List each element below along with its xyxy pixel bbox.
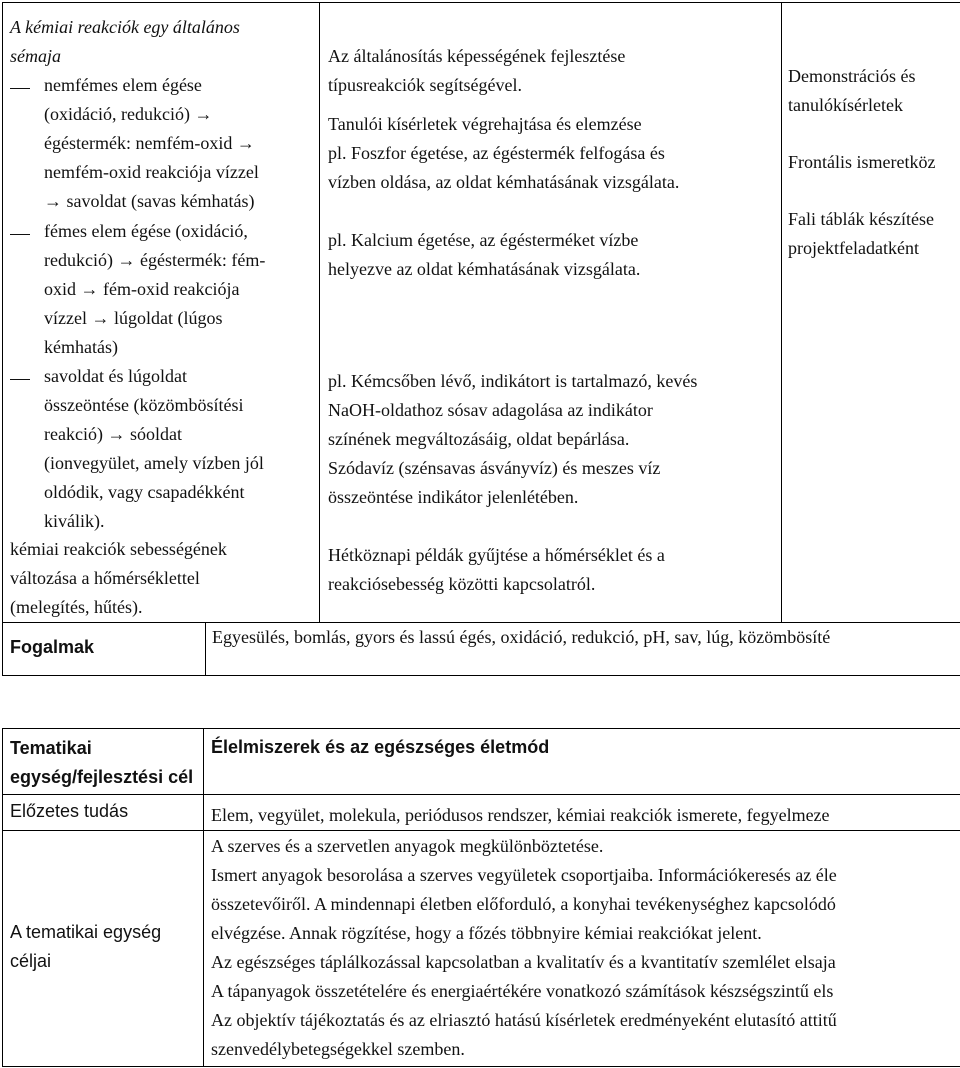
- p2-line: pl. Foszfor égetése, az égéstermék felfogása és: [328, 143, 665, 163]
- scheme-heading-line-2: sémaja: [10, 46, 62, 66]
- p4-line: Szódavíz (szénsavas ásványvíz) és meszes víz: [328, 458, 661, 478]
- table2-value-col: [204, 729, 960, 1066]
- tematikai-value: Élelmiszerek és az egészséges életmód: [211, 737, 550, 757]
- tail-line: kémiai reakciók sebességének: [10, 539, 227, 559]
- item3-line: oldódik, vagy csapadékként: [44, 482, 245, 502]
- celjai-label: A tematikai egység: [10, 922, 162, 942]
- p4-line: összeöntése indikátor jelenlétében.: [328, 487, 579, 507]
- method-line: projektfeladatként: [788, 238, 919, 258]
- item2-line: kémhatás): [44, 337, 118, 357]
- scheme-heading-line-1: A kémiai reakciók egy általános: [10, 17, 240, 37]
- method-line: Demonstrációs és: [788, 66, 916, 86]
- p4-line: színének megváltozásáig, oldat bepárlása.: [328, 429, 630, 449]
- tematikai-label: Tematikai: [10, 738, 92, 758]
- elozetes-label: Előzetes tudás: [10, 801, 129, 821]
- methods-cell: [782, 3, 960, 622]
- item3-line: (ionvegyület, amely vízben jól: [44, 453, 264, 473]
- p1-line: Az általánosítás képességének fejlesztése: [328, 46, 626, 66]
- celjai-line: elvégzése. Annak rögzítése, hogy a főzés többnyire kémiai reakciókat jelent.: [211, 923, 762, 943]
- fogalmak-label: Fogalmak: [10, 637, 95, 657]
- celjai-line: Ismert anyagok besorolása a szerves vegyületek csoportjaiba. Információkeresés az éle: [211, 865, 837, 885]
- celjai-line: Az egészséges táplálkozással kapcsolatban a kvalitatív és a kvantitatív szemlélet elsaja: [211, 952, 836, 972]
- item2-line: oxid → fém-oxid reakciója: [44, 279, 240, 299]
- p4-line: pl. Kémcsőben lévő, indikátort is tartalmazó, kevés: [328, 371, 698, 391]
- p5-line: Hétköznapi példák gyűjtése a hőmérséklet és a: [328, 545, 665, 565]
- method-line: Fali táblák készítése: [788, 209, 934, 229]
- p3-line: pl. Kalcium égetése, az égésterméket vízbe: [328, 230, 639, 250]
- celjai-line: szenvedélybetegségekkel szemben.: [211, 1039, 465, 1059]
- item1-line: nemfémes elem égése: [44, 75, 202, 95]
- item3-line: savoldat és lúgoldat: [44, 366, 187, 386]
- item3-line: összeöntése (közömbösítési: [44, 395, 244, 415]
- celjai-line: Az objektív tájékoztatás és az elriasztó hatású kísérletek eredményeként elutasító attitű: [211, 1010, 837, 1030]
- tail-line: (melegítés, hűtés).: [10, 597, 143, 617]
- celjai-label: céljai: [10, 951, 52, 971]
- p2-line: vízben oldása, az oldat kémhatásának vizsgálata.: [328, 172, 680, 192]
- fogalmak-cell: [206, 623, 960, 675]
- p1-line: típusreakciók segítségével.: [328, 75, 522, 95]
- method-line: tanulókísérletek: [788, 95, 903, 115]
- method-line: Frontális ismeretköz: [788, 152, 936, 172]
- item3-line: kiválik).: [44, 511, 105, 531]
- list-dash: [10, 234, 30, 235]
- item2-line: redukció) → égéstermék: fém-: [44, 250, 266, 270]
- celjai-line: összetevőiről. A mindennapi életben előforduló, a konyhai tevékenységhez kapcsolódó: [211, 894, 836, 914]
- p4-line: NaOH-oldathoz sósav adagolása az indikátor: [328, 400, 653, 420]
- celjai-line: A szerves és a szervetlen anyagok megkülönböztetése.: [211, 836, 604, 856]
- elozetes-value: Elem, vegyület, molekula, periódusos rendszer, kémiai reakciók ismerete, fegyelmeze: [211, 805, 830, 825]
- celjai-line: A tápanyagok összetételére és energiaértékére vonatkozó számítások készségszintű els: [211, 981, 834, 1001]
- list-dash: [10, 379, 30, 380]
- item1-line: nemfém-oxid reakciója vízzel: [44, 162, 259, 182]
- p2-line: Tanulói kísérletek végrehajtása és elemzése: [328, 114, 642, 134]
- list-dash: [10, 88, 30, 89]
- item1-line: → savoldat (savas kémhatás): [44, 191, 255, 211]
- tematikai-label: egység/fejlesztési cél: [10, 767, 194, 787]
- tail-line: változása a hőmérséklettel: [10, 568, 200, 588]
- p3-line: helyezve az oldat kémhatásának vizsgálata.: [328, 259, 641, 279]
- item3-line: reakció) → sóoldat: [44, 424, 182, 444]
- item2-line: vízzel → lúgoldat (lúgos: [44, 308, 223, 328]
- p5-line: reakciósebesség közötti kapcsolatról.: [328, 574, 596, 594]
- item2-line: fémes elem égése (oxidáció,: [44, 221, 248, 241]
- item1-line: égéstermék: nemfém-oxid →: [44, 133, 255, 153]
- fogalmak-text: Egyesülés, bomlás, gyors és lassú égés, oxidáció, redukció, pH, sav, lúg, közömbösíté: [212, 627, 831, 647]
- item1-line: (oxidáció, redukció) →: [44, 104, 213, 124]
